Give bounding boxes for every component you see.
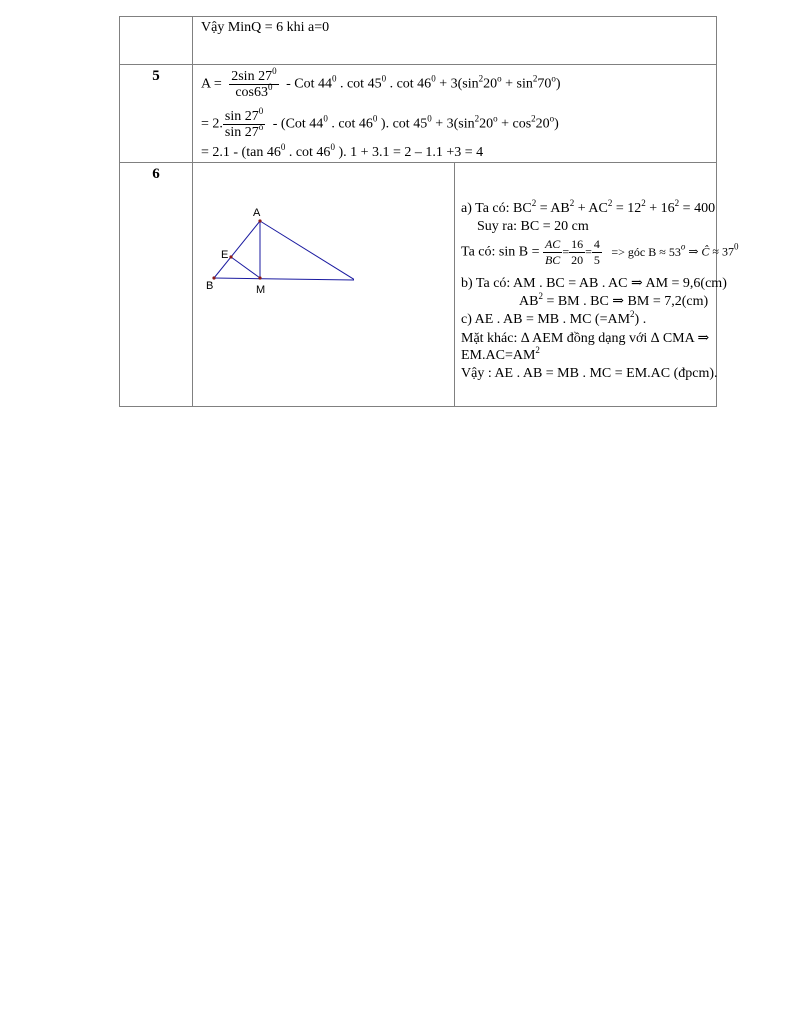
sup: 2 <box>641 198 646 208</box>
row-5-content <box>193 65 717 163</box>
term: . cot 45 <box>339 76 382 92</box>
term: 20 <box>479 116 494 132</box>
question-number-5: 5 <box>152 68 160 84</box>
sup: 2 <box>630 309 635 319</box>
point-a <box>258 219 261 222</box>
sup: 2 <box>674 198 680 208</box>
part-b-line-1: b) Ta có: AM . BC = AB . AC ⇒ AM = 9,6(cm) <box>461 276 727 291</box>
sup: 0 <box>372 113 378 124</box>
row-5-number <box>120 65 193 163</box>
term: ) <box>555 76 561 92</box>
sup: o <box>549 113 555 124</box>
sup: 2 <box>531 198 537 208</box>
fraction-2-den: sin 27 <box>224 125 259 140</box>
label-b: B <box>206 280 214 292</box>
angle-c: Ĉ <box>701 244 710 259</box>
sup: 2 <box>535 345 540 355</box>
sup: 0 <box>272 66 277 76</box>
fraction-1-num: 2sin 27 <box>231 69 273 84</box>
fraction-2 <box>223 106 265 140</box>
formula-lhs: A = <box>201 76 222 92</box>
point-m <box>258 276 261 279</box>
sup: o <box>497 73 502 84</box>
den: BC <box>544 253 561 267</box>
eq: = <box>562 244 570 259</box>
triangle-figure <box>193 163 354 401</box>
sup: 0 <box>734 241 739 252</box>
fraction-1-den: cos63 <box>235 85 268 100</box>
term: = 2.1 - (tan 46 <box>201 145 281 160</box>
sup: 0 <box>330 142 335 152</box>
term: 20 <box>535 116 550 132</box>
row-6-figure-cell <box>193 163 455 407</box>
sup: o <box>493 113 498 124</box>
point-e <box>229 255 232 258</box>
part-a-line-3 <box>461 237 739 268</box>
term: + sin <box>505 76 533 92</box>
num: AC <box>544 237 561 251</box>
term: ≈ 37 <box>709 244 734 259</box>
sup: 0 <box>280 142 286 152</box>
label-a: A <box>253 207 261 219</box>
sup: 0 <box>431 73 436 84</box>
term: ) <box>554 116 559 132</box>
fraction-ac-bc <box>543 237 562 268</box>
term: => góc B ≈ 53 <box>611 244 681 259</box>
term: . cot 46 <box>331 116 373 132</box>
term: = AB <box>536 201 570 216</box>
term: - Cot 44 <box>286 76 332 92</box>
part-a-line-1 <box>461 198 716 217</box>
term: a) Ta có: BC <box>461 201 532 216</box>
segment-ac <box>260 221 354 280</box>
num: 16 <box>571 237 584 251</box>
part-c-line-3 <box>461 345 540 364</box>
sup: 2 <box>607 198 613 208</box>
term: = BM . BC ⇒ BM = 7,2(cm) <box>542 294 709 309</box>
eq: = <box>585 244 592 259</box>
term: = 12 <box>612 201 642 216</box>
term: + cos <box>501 116 532 132</box>
term: . cot 46 <box>389 76 432 92</box>
formula-line-3 <box>201 142 484 161</box>
term: EM.AC=AM <box>461 348 536 363</box>
num: 4 <box>593 237 600 251</box>
sup: 2 <box>532 73 538 84</box>
part-b-line-2 <box>519 293 708 310</box>
sup: 0 <box>323 113 328 124</box>
sup: 0 <box>258 106 264 116</box>
term: + AC <box>574 201 608 216</box>
solution-table <box>119 16 739 407</box>
term: AB <box>519 294 539 309</box>
term: ). 1 + 3.1 = 2 – 1.1 +3 = 4 <box>338 145 484 160</box>
term: ⇒ <box>685 244 702 259</box>
fraction-2-num: sin 27 <box>224 109 259 124</box>
den: 20 <box>571 253 584 267</box>
term: + 3(sin <box>439 76 479 92</box>
sup: 2 <box>569 198 575 208</box>
sup: 2 <box>531 113 536 124</box>
term: . cot 46 <box>288 145 331 160</box>
formula-line-1 <box>201 66 561 100</box>
row-prev <box>120 17 717 65</box>
part-c-conclusion: Vậy : AE . AB = MB . MC = EM.AC (đpcm). <box>461 366 718 381</box>
minq-text: Vậy MinQ = 6 khi a=0 <box>201 20 330 35</box>
label-m: M <box>256 284 266 296</box>
segment-em <box>231 257 260 278</box>
sup: 0 <box>381 73 387 84</box>
sup: 0 <box>331 73 337 84</box>
row-prev-content <box>193 17 717 65</box>
term: 70 <box>537 76 552 92</box>
part-a-line-2: Suy ra: BC = 20 cm <box>477 219 589 234</box>
part-c-line-1 <box>461 309 647 328</box>
sup: 2 <box>474 113 480 124</box>
row-6-number <box>120 163 193 407</box>
question-number-6: 6 <box>152 166 160 182</box>
term: c) AE . AB = MB . MC (=AM <box>461 312 631 327</box>
row-6 <box>120 163 717 407</box>
term: + 3(sin <box>435 116 475 132</box>
fraction-16-20 <box>569 237 585 268</box>
sup: 2 <box>538 291 543 301</box>
part-c-line-2: Mặt khác: ∆ AEM đồng dạng với ∆ CMA ⇒ <box>461 331 710 346</box>
den: 5 <box>593 253 600 267</box>
row-prev-number <box>120 17 193 65</box>
sup: 0 <box>267 82 273 92</box>
segment-bc <box>214 278 354 280</box>
term: = 400 <box>679 201 716 216</box>
term: - (Cot 44 <box>272 116 324 132</box>
term: ) . <box>634 312 647 327</box>
fraction-1 <box>229 66 278 100</box>
sup: o <box>258 122 264 132</box>
sup: 2 <box>478 73 484 84</box>
term: 20 <box>483 76 498 92</box>
label-e: E <box>221 249 229 261</box>
row-6-solution-cell <box>455 163 739 407</box>
formula-line-2 <box>201 106 559 140</box>
formula-lhs-2: = 2. <box>201 116 223 132</box>
row-5 <box>120 65 717 163</box>
sup: o <box>680 241 686 252</box>
term: Ta có: sin B = <box>461 244 540 260</box>
term: ). cot 45 <box>380 116 428 132</box>
fraction-4-5 <box>592 237 602 268</box>
sup: 0 <box>427 113 432 124</box>
term: + 16 <box>645 201 675 216</box>
sup: o <box>551 73 556 84</box>
